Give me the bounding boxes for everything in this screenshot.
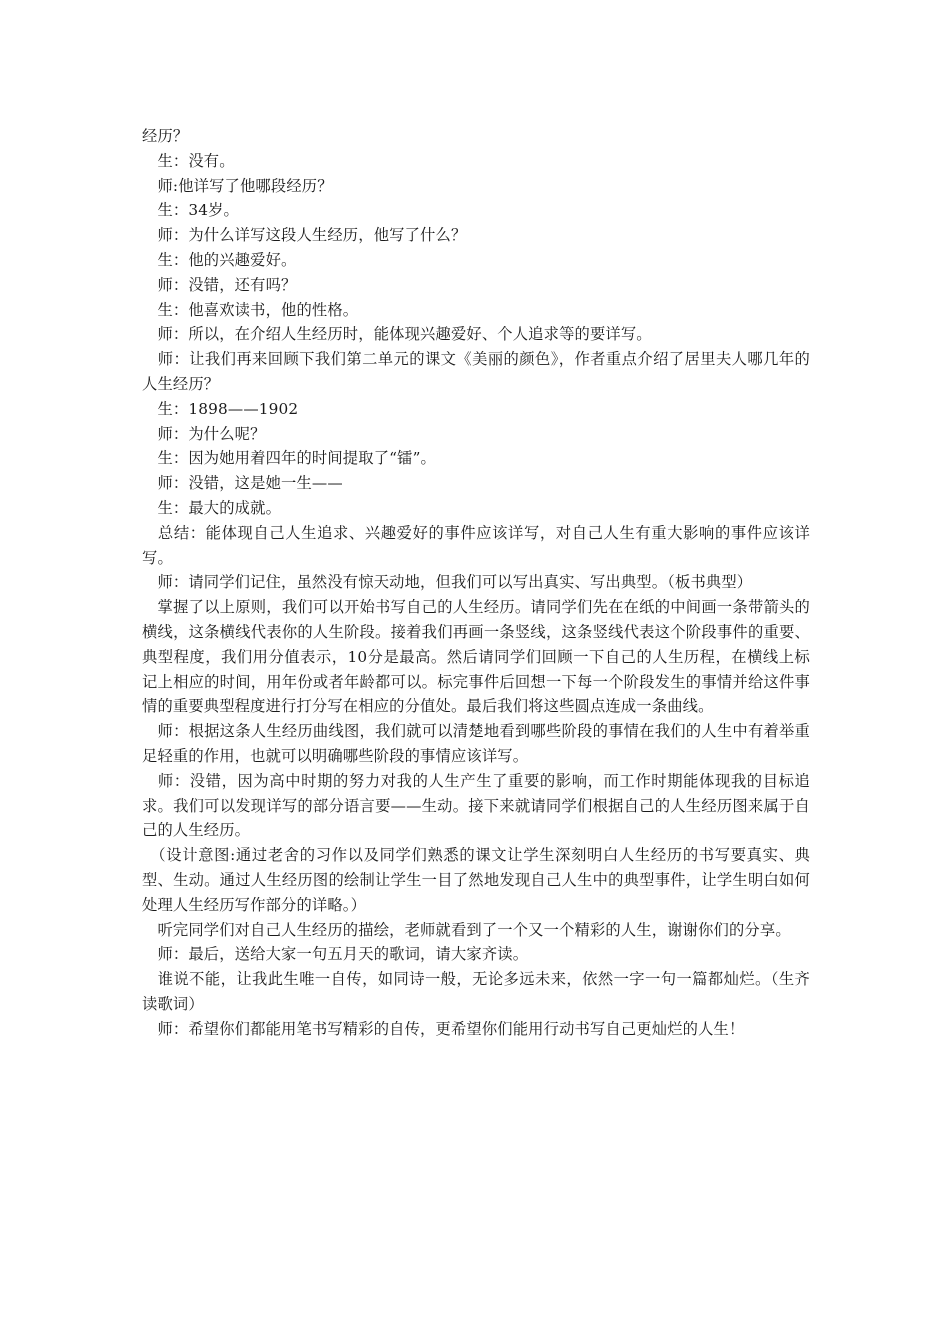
paragraph: 师：没错，还有吗？ — [142, 275, 297, 294]
paragraph: 师:他详写了他哪段经历？ — [142, 176, 333, 195]
paragraph: 总结：能体现自己人生追求、兴趣爱好的事件应该详写，对自己人生有重大影响的事件应该详写。 — [142, 523, 810, 567]
paragraph: 师：请同学们记住，虽然没有惊天动地，但我们可以写出真实、写出典型。（板书典型） — [142, 573, 753, 592]
paragraph: 师：为什么呢？ — [142, 424, 266, 443]
paragraph: 经历？ — [142, 127, 189, 145]
paragraph: 生：1898——1902 — [142, 399, 299, 418]
paragraph: 师：所以，在介绍人生经历时，能体现兴趣爱好、个人追求等的要详写。 — [142, 325, 652, 344]
paragraph: 生：没有。 — [142, 151, 235, 170]
paragraph: 听完同学们对自己人生经历的描绘，老师就看到了一个又一个精彩的人生，谢谢你们的分享。 — [142, 920, 791, 939]
paragraph: 师：让我们再来回顾下我们第二单元的课文《美丽的颜色》，作者重点介绍了居里夫人哪几年的人生经历？ — [142, 350, 810, 393]
paragraph: 生：他的兴趣爱好。 — [142, 250, 297, 269]
paragraph: 生：34岁。 — [142, 201, 239, 220]
paragraph: 掌握了以上原则，我们可以开始书写自己的人生经历。请同学们先在在纸的中间画一条带箭头的横线，这条横线代表你的人生阶段。接着我们再画一条竖线，这条竖线代表这个阶段事件的重要、典型程度，我们用分值表示，10分是最高。然后请同学们回顾一下自己的人生历程，在横线上标记上相应的时间，用年份或者年龄都可以。标完事件后回想一下每一个阶段发生的事情并给这件事情的重要典型程度进行打分写在相应的分值处。最后我们将这些圆点连成一条曲线。 — [142, 598, 810, 716]
paragraph: 师：为什么详写这段人生经历，他写了什么？ — [142, 226, 467, 245]
paragraph: 生：最大的成就。 — [142, 498, 282, 517]
paragraph: 师：根据这条人生经历曲线图，我们就可以清楚地看到哪些阶段的事情在我们的人生中有着举重足轻重的作用，也就可以明确哪些阶段的事情应该详写。 — [142, 722, 810, 765]
paragraph: （设计意图:通过老舍的习作以及同学们熟悉的课文让学生深刻明白人生经历的书写要真实、典型、生动。通过人生经历图的绘制让学生一目了然地发现自己人生中的典型事件，让学生明白如何处理人生经历写作部分的详略。） — [142, 846, 810, 914]
paragraph: 师：希望你们都能用笔书写精彩的自传，更希望你们能用行动书写自己更灿烂的人生！ — [142, 1019, 745, 1038]
paragraph: 师：没错，这是她一生—— — [142, 474, 343, 493]
paragraph: 谁说不能，让我此生唯一自传，如同诗一般，无论多远未来，依然一字一句一篇都灿烂。（生齐读歌词） — [142, 970, 810, 1013]
paragraph: 师：最后，送给大家一句五月天的歌词，请大家齐读。 — [142, 945, 529, 964]
paragraph: 师：没错，因为高中时期的努力对我的人生产生了重要的影响，而工作时期能体现我的目标追求。我们可以发现详写的部分语言要——生动。接下来就请同学们根据自己的人生经历图来属于自己的人生经历。 — [142, 771, 810, 840]
paragraph: 生：他喜欢读书，他的性格。 — [142, 300, 359, 319]
paragraph: 生：因为她用着四年的时间提取了“镭”。 — [142, 449, 436, 468]
document-body — [142, 124, 810, 1041]
